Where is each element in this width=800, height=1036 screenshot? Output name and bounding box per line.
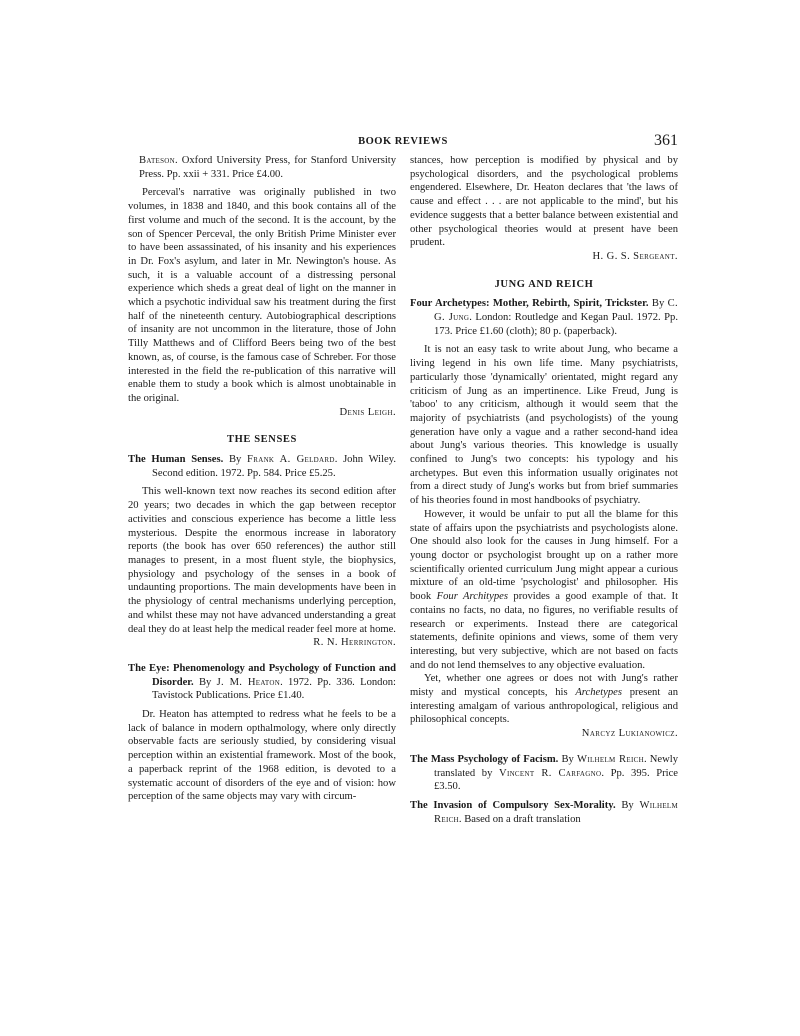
citation-by: By [223, 454, 248, 466]
jung-p3-text-b: present an interesting amalgam of various anthropological, religious and philosophical concepts. [410, 687, 678, 726]
reviewer-signature-lukianowicz: Narcyz Lukianowicz. [581, 728, 678, 740]
jung-review-paragraph-1: It is not an easy task to write about Jung, who became a living legend in his own life time. Many psychiatrists, particularly those 'dynamically' orientated, might regard any criticism of Jung as an impertinence. Like Freud, Jung is 'taboo' to any criticism, although it would seem that the majority of psychiatrists (and psychologists) of the young generation have only a vague and a rather second-hand idea about Jung's various theories. This knowledge is usually confined to Jung's two concepts: his typology and his archetypes. But even this information usually originates not from a direct study of Jung's works but from brief summaries of his theories found in most handbooks of psychiatry. [410, 344, 678, 507]
book-biblio-human-senses: . John Wiley. Second edition. 1972. Pp. 584. Price £5.25. [152, 454, 396, 479]
jung-p3-text-a: Yet, whether one agrees or does not with Jung's rather misty and mystical concepts, his [410, 673, 678, 699]
book-citation-human-senses [128, 453, 396, 480]
jung-p2-text-a: However, it would be unfair to put all the blame for this state of affairs upon the psychiatrists and psychologists alone. One should also look for the causes in Jung himself. For a young doctor or psychologist brought up on a rather more scientifically oriented curriculum Jung might appear a curious mixture of an old-time 'psychologist' and philosopher. His book [410, 508, 678, 603]
continued-citation [128, 154, 396, 181]
book-author-reich-2: Wilhelm Reich [434, 799, 678, 825]
book-citation-invasion [410, 799, 678, 826]
book-title-invasion: The Invasion of Compulsory Sex-Morality. [410, 799, 616, 811]
citation-translated-by: . Newly translated by [434, 753, 678, 779]
citation-by: By [193, 676, 217, 688]
book-translator-carfagno: Vincent R. Carfagno [499, 767, 602, 779]
page-number: 361 [654, 132, 678, 149]
citation-by: By [558, 753, 578, 765]
senses-review-paragraph: This well-known text now reaches its second edition after 20 years; two decades in which the gap between receptor activities and conscious experience has become a little less mysterious. Despite the enormous increase in laboratory reports (the book has over 650 references) the author still manages to present, in a most fluent style, the biophysics, physiology and psychology of the senses in a book of undaunting proportions. The main developments have been in the physiology of central mechanisms underlying perception, and whilst these may not have advanced understanding a great deal they do at least help the medical reader feel more at home. [128, 486, 396, 635]
book-citation-four-archetypes [410, 297, 678, 338]
book-author-geldard: Frank A. Geldard [247, 454, 335, 466]
reviewer-signature-sergeant: H. G. S. Sergeant. [592, 250, 678, 262]
book-author-heaton: J. M. Heaton [216, 676, 281, 688]
reviewer-signature-herrington: R. N. Herrington. [313, 637, 396, 649]
book-biblio-mass-psychology: . Pp. 395. Price £3.50. [434, 767, 678, 793]
eye-review-continuation: stances, how perception is modified by physical and by psychological disorders, and the psychological problems engendered. Elsewhere, Dr. Heaton declares that 'the laws of cause and effect . . . are not applicable to the mind', but his evidence suggests that a better balance between existential and other psychological theories would at present have been prudent. [410, 155, 678, 249]
book-title-mass-psychology: The Mass Psychology of Facism. [410, 753, 559, 765]
book-title-human-senses: The Human Senses. [128, 454, 224, 466]
book-citation-the-eye [128, 662, 396, 703]
jung-review-paragraph-3 [410, 672, 678, 727]
citation-by: By [615, 799, 640, 811]
book-author-reich: Wilhelm Reich [577, 753, 644, 765]
reviewer-signature-leigh: Denis Leigh. [339, 406, 396, 418]
running-head [128, 132, 678, 156]
jung-p3-italic-title: Archetypes [575, 687, 622, 699]
section-heading-senses: THE SENSES [227, 434, 297, 446]
citation-by: By [648, 298, 668, 310]
book-biblio-the-eye: . 1972. Pp. 336. London: Tavistock Publications. Price £1.40. [152, 676, 397, 702]
book-title-the-eye: The Eye: Phenomenology and Psychology of Function and Disorder. [128, 662, 396, 688]
continued-author: Bateson [139, 155, 176, 166]
perceval-review-paragraph: Perceval's narrative was originally published in two volumes, in 1838 and 1840, and this book contains all of the first volume and much of the second. It is the account, by the son of Spencer Perceval, the only British Prime Minister ever to have been assassinated, of his insanity and his experiences in Dr. Fox's asylum, and later in Mr. Newington's house. As such, it is a valuable account of a distressing personal experience which sheds a great deal of light on the manner in which a psychotic individual saw his treatment during the first half of the nineteenth century. Autobiographical descriptions of insanity are not uncommon in the literature, those of John Tilly Matthews and of Clifford Beers being two of the best known, as, of course, is the famous case of Schreber. For those interested in the field the re-publication of this narrative will enable them to study a book which is almost unobtainable in the original. [128, 187, 396, 404]
running-title: BOOK REVIEWS [358, 136, 448, 147]
eye-review-paragraph: Dr. Heaton has attempted to redress what he feels to be a lack of balance in modern opthalmology, where only directly observable facts are seriously studied, by considering visual perception within an existential framework. Most of the book, a paperback reprint of the 1968 edition, is devoted to a systematic account of disorders of the eye and of vision: how perception of the same objects may vary with circum- [128, 709, 396, 803]
jung-p2-text-b: provides a good example of that. It contains no facts, no data, no figures, no verifiable results of research or experiments. Instead there are categorical statements, definite opinions and views, some of them very interesting, but very subjective, which are not based on facts and do not lend themselves to any objective evaluation. [410, 591, 679, 671]
book-author-jung: C. G. Jung [434, 298, 678, 324]
left-column [128, 154, 396, 804]
book-citation-mass-psychology [410, 753, 678, 794]
right-column [410, 154, 678, 826]
section-heading-jung-reich: JUNG AND REICH [494, 278, 594, 290]
jung-p2-italic-title: Four Architypes [436, 591, 508, 603]
book-biblio-invasion: . Based on a draft translation [458, 813, 581, 825]
jung-review-paragraph-2 [410, 508, 678, 672]
book-biblio-four-archetypes: . London: Routledge and Kegan Paul. 1972. Pp. 173. Price £1.60 (cloth); 80 p. (paperback). [434, 312, 678, 337]
book-title-four-archetypes: Four Archetypes: Mother, Rebirth, Spirit, Trickster. [410, 298, 649, 310]
continued-citation-text: . Oxford University Press, for Stanford University Press. Pp. xxii + 331. Price £4.00. [139, 155, 396, 180]
